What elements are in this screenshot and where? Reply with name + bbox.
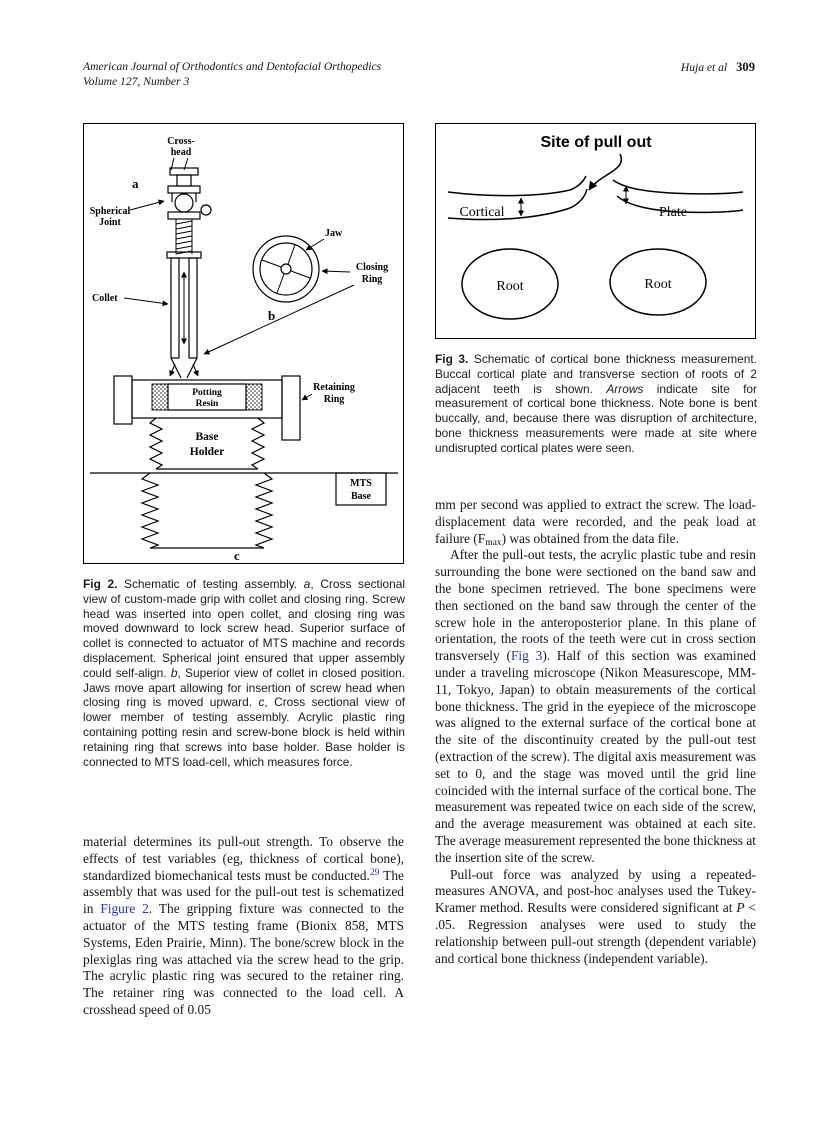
fig3-caption-number: Fig 3. — [435, 352, 469, 366]
spherical-joint-label-line1: Spherical — [89, 206, 131, 217]
body-text: After the pull-out tests, the acrylic plastic tube and resin surrounding the bone were sectioned on the band saw and the bone specimen retrieved. The bone specimens were then sectioned on the band saw through the center of the screw hole in the anteroposterior plane. In this plane of orientation, the roots of the teeth were cut in cross section transversely ( — [435, 547, 756, 664]
closing-ring-label-group — [204, 262, 388, 354]
panel-b-label: b — [268, 308, 276, 323]
caption-text: Schematic of testing assembly. — [117, 577, 304, 591]
lower-assembly — [90, 376, 398, 548]
root-label-left: Root — [496, 279, 524, 294]
crosshead-label-line2: head — [170, 147, 192, 158]
figure-3-panel — [435, 123, 756, 339]
body-paragraph — [435, 867, 756, 968]
cortical-bone-diagram — [436, 124, 753, 336]
body-text: ). Half of this section was examined under a traveling microscope (Nikon Measurescope, MM-11, Tokyo, Japan) to obtain measurements of the cortical bone thickness. The grid in the eyepiece of the microscope was aligned to the external surface of the cortical bone at the site of the discontinuity created by the pull-out test (extraction of the screw). The digital axis measurement was set to 0, and the stage was moved until the grid line coincided with the internal surface of the cortical bone. The measurement was repeated twice on each side of the screw, and the average measurement was obtained at each site. The average measurement represented the bone thickness at the insertion site of the screw. — [435, 648, 756, 865]
reference-29-link[interactable]: 29 — [369, 868, 380, 879]
spherical-joint-label-group — [90, 201, 164, 228]
closing-ring-label-line2: Ring — [361, 274, 383, 285]
retaining-ring-label-line2: Ring — [323, 394, 345, 405]
mts-base-label-line2: Base — [351, 491, 371, 502]
root-label-right: Root — [644, 277, 672, 292]
base-holder-label-line2: Holder — [189, 446, 225, 458]
closing-ring-label-line1: Closing — [355, 262, 389, 273]
collet-label: Collet — [92, 293, 118, 304]
body-paragraph — [435, 497, 756, 547]
fig3-caption — [435, 352, 757, 456]
panel-c-label: c — [234, 548, 240, 561]
caption-arrows-word: Arrows — [606, 381, 644, 396]
running-head-right — [435, 60, 755, 75]
caption-text: , Cross sectional view of custom-made grip with collet and closing ring. Screw head was inserted into open collet, and closing ring was moved downward to lock screw head. Superior surface of collet is connected to actuator of MTS machine and records displacement. Spherical joint ensured that upper assembly could self-align. — [83, 577, 405, 680]
potting-resin-label-line1: Potting — [192, 388, 222, 398]
left-column-body — [83, 834, 404, 1019]
panel-a-label: a — [132, 176, 139, 191]
jaw-label: Jaw — [325, 228, 343, 239]
collet-superior-view — [253, 236, 319, 302]
pull-out-site-arrow — [589, 154, 621, 190]
running-head-left — [83, 60, 483, 89]
retaining-ring-label-line1: Retaining — [313, 382, 355, 393]
fig2-caption — [83, 577, 405, 769]
plate-label: Plate — [659, 205, 687, 220]
figure-3-link[interactable]: Fig 3 — [510, 648, 543, 664]
body-text: mm per second was applied to extract the screw. The load-displacement data were recorded, and the peak load at failure (F — [435, 497, 756, 546]
cortical-label: Cortical — [459, 205, 505, 220]
body-text: . The gripping fixture was connected to the actuator of the MTS testing frame (Bionix 858, MTS Systems, Eden Prairie, Minn). The bone/screw block in the plexiglas ring was attached via the screw head to the grip. The acrylic plastic ring was secured to the retainer ring. The retainer ring was connected to the load cell. A crosshead speed of 0.05 — [83, 901, 404, 1017]
caption-text: , Superior view of collet in closed position. Jaws move apart allowing for insertion of screw head when closing ring is moved upward. — [83, 665, 405, 710]
figure-2-panel — [83, 123, 404, 564]
potting-resin-label-line2: Resin — [195, 399, 219, 409]
panel-ref-b: b — [170, 665, 178, 680]
right-column-body — [435, 497, 756, 967]
body-text: Pull-out force was analyzed by using a repeated-measures ANOVA, and post-hoc analyses used the Tukey-Kramer method. Results were considered significant at — [435, 866, 756, 916]
p-value-symbol: P — [736, 900, 745, 916]
panel-ref-a: a — [303, 577, 311, 591]
caption-text: Schematic of cortical bone thickness measurement. Buccal cortical plate and transverse section of roots of 2 adjacent teeth is shown. — [435, 352, 757, 396]
base-holder-label-line1: Base — [195, 431, 219, 443]
mts-base-label-line1: MTS — [350, 478, 372, 489]
figure-2-link[interactable]: Figure 2 — [100, 901, 149, 917]
site-of-pull-out-label: Site of pull out — [540, 134, 652, 151]
page-number: 309 — [736, 60, 755, 74]
fmax-subscript: max — [485, 538, 502, 549]
authors: Huja et al — [680, 61, 728, 74]
crosshead-label-line1: Cross- — [167, 136, 195, 147]
caption-text: indicate site for measurement of cortical bone thickness. Note bone is bent buccally, and, because there was disruption of architecture, bone thickness measurements were made at site where undisrupted cortical plates were seen. — [435, 381, 757, 455]
body-paragraph — [83, 834, 404, 1019]
crosshead-label-group — [167, 136, 195, 170]
collet-label-group — [92, 293, 168, 304]
body-text: The assembly that was used for the pull-out test is schematized in — [83, 867, 404, 917]
journal-title: American Journal of Orthodontics and Dentofacial Orthopedics — [83, 60, 382, 73]
body-paragraph — [435, 547, 756, 866]
body-text: < .05. Regression analyses were used to study the relationship between pull-out strength (dependent variable) and cortical bone thickness (independent variable). — [435, 900, 756, 966]
fig2-caption-number: Fig 2. — [83, 577, 118, 591]
journal-issue: Volume 127, Number 3 — [83, 74, 190, 88]
caption-text: , Cross sectional view of lower member of testing assembly. Acrylic plastic ring containing potting resin and screw-bone block is held within retaining ring that screws into base holder. Base holder is connected to MTS load-cell, which measures force. — [83, 695, 406, 769]
panel-ref-c: c — [258, 695, 265, 710]
body-text: ) was obtained from the data file. — [501, 530, 679, 546]
body-text: material determines its pull-out strength. To observe the effects of test variables (eg, thickness of cortical bone), standardized biomechanical tests must be conducted. — [83, 834, 404, 883]
retaining-ring-label-group — [302, 382, 355, 405]
spherical-joint-label-line2: Joint — [99, 217, 121, 228]
upper-grip-assembly — [167, 168, 211, 378]
jaw-label-group — [306, 228, 343, 250]
testing-assembly-diagram — [84, 124, 401, 561]
